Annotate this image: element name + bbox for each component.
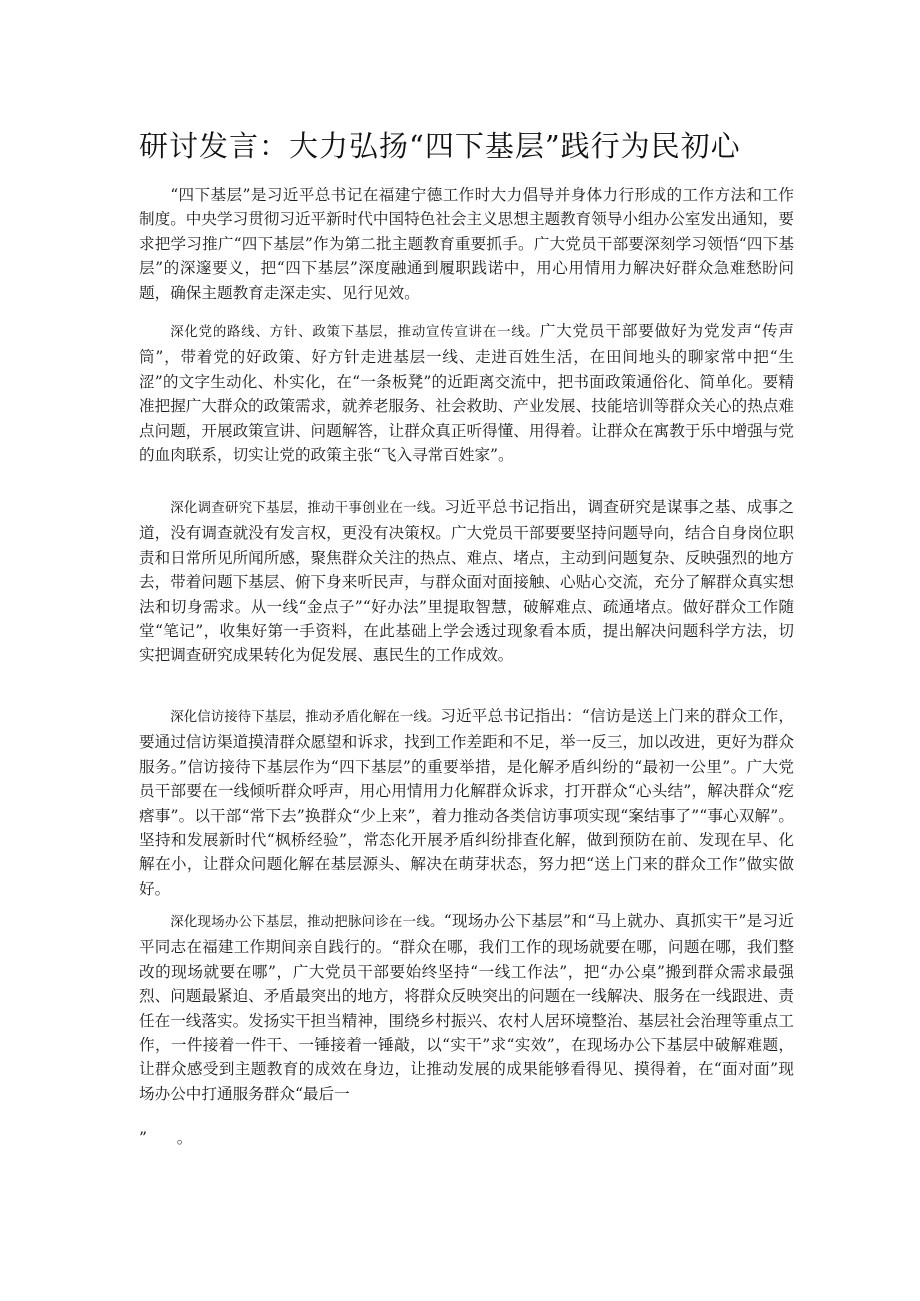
section-lead: 深化调查研究下基层，推动干事创业在一线。 [170, 501, 445, 516]
section-body: 习近平总书记指出：“信访是送上门来的群众工作，要通过信访渠道摸清群众愿望和诉求，找到工作差距和不足，举一反三，加以改进，更好为群众服务。”信访接待下基层作为“四下基层”的重要举措，是化解矛盾纠纷的“最初一公里”。广大党员干部要在一线倾听群众呼声，用心用情用力化解群众诉求，打开群众“心头结”，解决群众“疙瘩事”。以干部“常下去”换群众“少上来”，着力推动各类信访事项实现“案结事了”“事心双解”。坚持和发展新时代“枫桥经验”，常态化开展矛盾纠纷排查化解，做到预防在前、发现在早、化解在小，让群众问题化解在基层源头、解决在萌芽状态，努力把“送上门来的群众工作”做实做好。 [139, 707, 794, 898]
paragraph-tail-fragment: ” 。 [139, 1129, 193, 1147]
section-paragraph-1 [139, 319, 794, 467]
section-lead: 深化现场办公下基层，推动把脉问诊在一线。 [170, 915, 444, 930]
section-body: “现场办公下基层”和“马上就办、真抓实干”是习近平同志在福建工作期间亲自践行的。“群众在哪，我们工作的现场就要在哪，问题在哪，我们整改的现场就要在哪”，广大党员干部要始终坚持“一线工作法”，把“办公桌”搬到群众需求最强烈、问题最紧迫、矛盾最突出的地方，将群众反映突出的问题在一线解决、服务在一线跟进、责任在一线落实。发扬实干担当精神，围绕乡村振兴、农村人居环境整治、基层社会治理等重点工作，一件接着一件干、一锤接着一锤敲，以“实干”求“实效”，在现场办公下基层中破解难题，让群众感受到主题教育的成效在身边，让推动发展的成果能够看得见、摸得着，在“面对面”现场办公中打通服务群众“最后一 [139, 912, 795, 1103]
section-paragraph-4 [139, 909, 794, 1106]
section-paragraph-2 [139, 495, 794, 668]
page-title: 研讨发言：大力弘扬“四下基层”践行为民初心 [139, 129, 741, 163]
intro-paragraph: “四下基层”是习近平总书记在福建宁德工作时大力倡导并身体力行形成的工作方法和工作制度。中央学习贯彻习近平新时代中国特色社会主义思想主题教育领导小组办公室发出通知，要求把学习推广“四下基层”作为第二批主题教育重要抓手。广大党员干部要深刻学习领悟“四下基层”的深邃要义，把“四下基层”深度融通到履职践诺中，用心用情用力解决好群众急难愁盼问题，确保主题教育走深走实、见行见效。 [139, 186, 794, 302]
section-lead: 深化信访接待下基层，推动矛盾化解在一线。 [170, 710, 441, 725]
section-body: 广大党员干部要做好为党发声“传声筒”，带着党的好政策、好方针走进基层一线、走进百姓生活，在田间地头的聊家常中把“生涩”的文字生动化、朴实化，在“一条板凳”的近距离交流中，把书面政策通俗化、简单化。要精准把握广大群众的政策需求，就养老服务、社会救助、产业发展、技能培训等群众关心的热点难点问题，开展政策宣讲、问题解答，让群众真正听得懂、用得着。让群众在寓教于乐中增强与党的血肉联系，切实让党的政策主张“飞入寻常百姓家”。 [139, 322, 794, 465]
section-body: 习近平总书记指出，调查研究是谋事之基、成事之道，没有调查就没有发言权，更没有决策权。广大党员干部要要坚持问题导向，结合自身岗位职责和日常所见所闻所感，聚焦群众关注的热点、难点、堵点，主动到问题复杂、反映强烈的地方去，带着问题下基层、俯下身来听民声，与群众面对面接触、心贴心交流，充分了解群众真实想法和切身需求。从一线“金点子”“好办法”里提取智慧，破解难点、疏通堵点。做好群众工作随堂“笔记”，收集好第一手资料，在此基础上学会透过现象看本质，提出解决问题科学方法，切实把调查研究成果转化为促发展、惠民生的工作成效。 [139, 498, 794, 665]
section-paragraph-3 [139, 704, 794, 901]
section-lead: 深化党的路线、方针、政策下基层，推动宣传宣讲在一线。 [170, 325, 540, 340]
